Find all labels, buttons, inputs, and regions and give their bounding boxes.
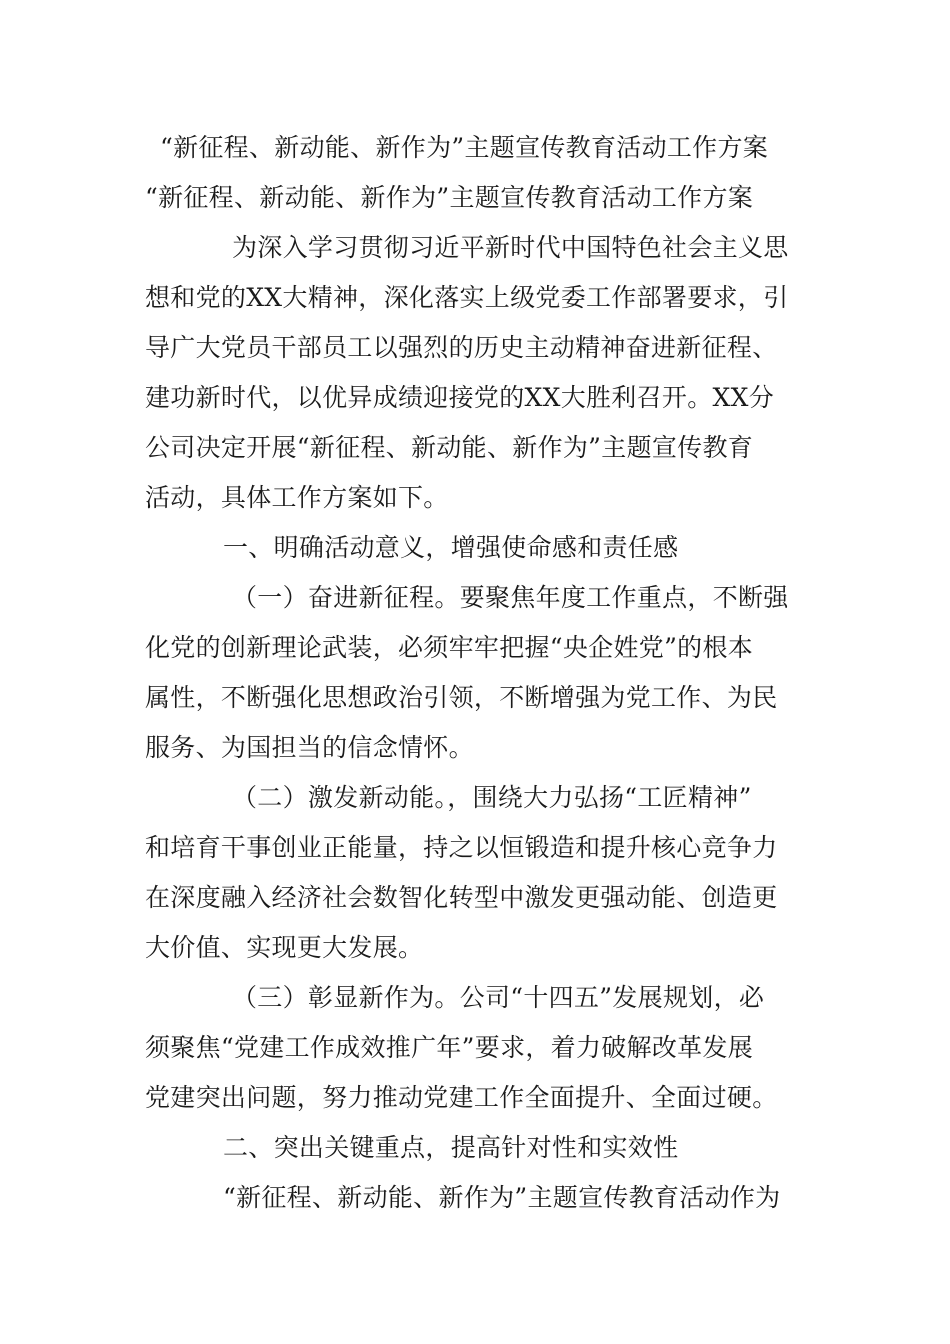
- section-2-line: 大价值、实现更大发展。: [145, 933, 424, 962]
- intro-line: 导广大党员干部员工以强烈的历史主动精神奋进新征程、: [145, 333, 778, 362]
- document-subtitle: “新征程、新动能、新作为”主题宣传教育活动工作方案: [145, 183, 754, 212]
- closing-line: “新征程、新动能、新作为”主题宣传教育活动作为: [223, 1183, 781, 1212]
- section-1-line: 属性，不断强化思想政治引领，不断增强为党工作、为民: [145, 683, 778, 712]
- section-heading-1: 一、明确活动意义，增强使命感和责任感: [223, 533, 679, 562]
- intro-line: 建功新时代，以优异成绩迎接党的XX大胜利召开。XX分: [145, 383, 774, 412]
- section-2-line: 和培育干事创业正能量，持之以恒锻造和提升核心竞争力: [145, 833, 778, 862]
- section-1-line: （一）奋进新征程。要聚焦年度工作重点，不断强: [232, 583, 789, 612]
- section-1-line: 化党的创新理论武装，必须牢牢把握“央企姓党”的根本: [145, 633, 754, 662]
- section-heading-2: 二、突出关键重点，提高针对性和实效性: [223, 1133, 679, 1162]
- intro-line: 公司决定开展“新征程、新动能、新作为”主题宣传教育: [145, 433, 754, 462]
- intro-line: 想和党的XX大精神，深化落实上级党委工作部署要求，引: [145, 283, 789, 312]
- document-title: “新征程、新动能、新作为”主题宣传教育活动工作方案: [160, 133, 769, 162]
- intro-line: 为深入学习贯彻习近平新时代中国特色社会主义思: [232, 233, 789, 262]
- section-3-line: （三）彰显新作为。公司“十四五”发展规划，必: [232, 983, 765, 1012]
- intro-line: 活动，具体工作方案如下。: [145, 483, 449, 512]
- section-2-line: （二）激发新动能。，围绕大力弘扬“工匠精神”: [232, 783, 752, 812]
- section-2-line: 在深度融入经济社会数智化转型中激发更强动能、创造更: [145, 883, 778, 912]
- section-3-line: 须聚焦“党建工作成效推广年”要求，着力破解改革发展: [145, 1033, 754, 1062]
- section-3-line: 党建突出问题，努力推动党建工作全面提升、全面过硬。: [145, 1083, 778, 1112]
- section-1-line: 服务、为国担当的信念情怀。: [145, 733, 474, 762]
